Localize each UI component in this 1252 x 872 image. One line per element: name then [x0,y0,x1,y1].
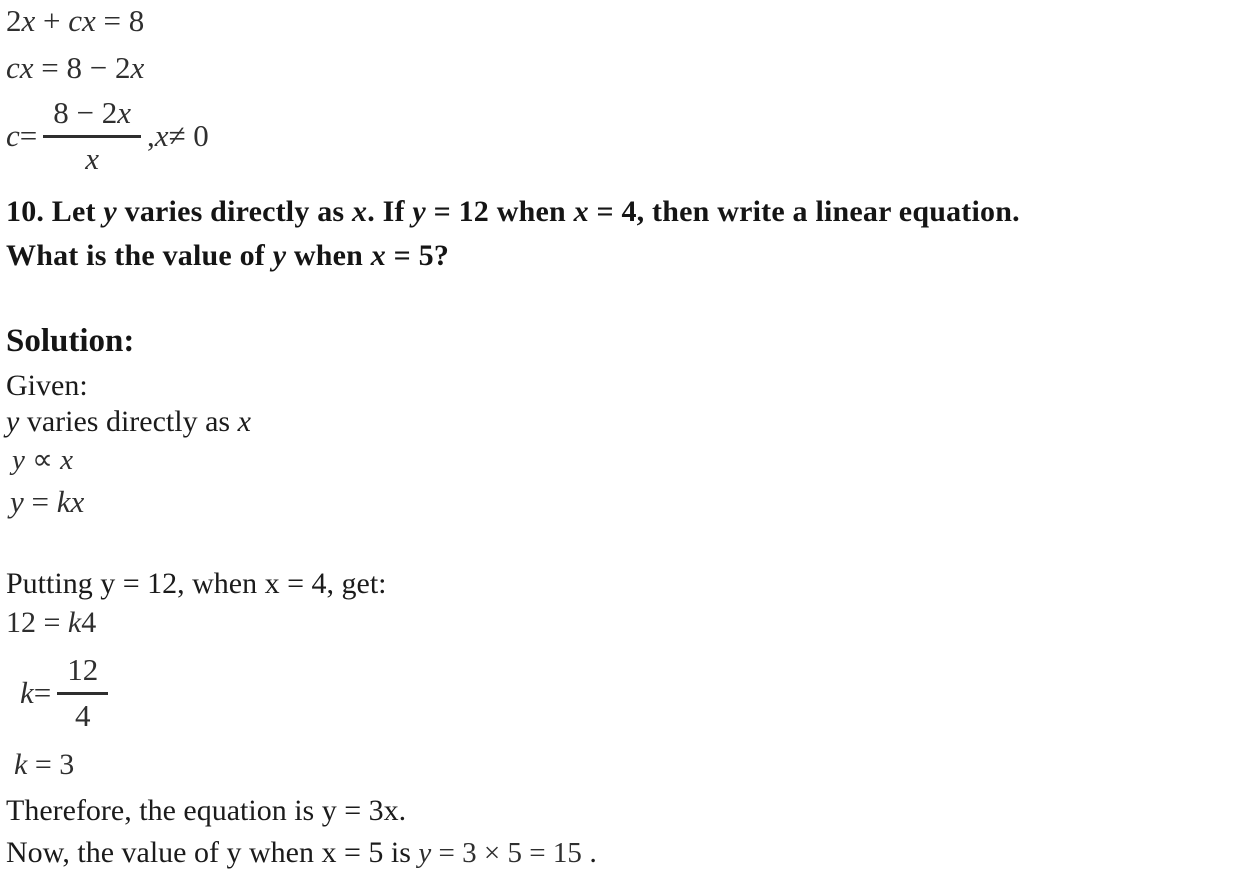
equation-c-fraction [6,93,1252,178]
question-text: = 12 when [425,195,574,228]
question-line-2 [6,234,1252,278]
math-var: x [352,195,368,228]
math-condition: ≠ 0 [168,117,209,153]
fraction-numerator: 12 [57,650,108,695]
therefore-statement: Therefore, the equation is y = 3x. [6,794,407,827]
equation-k-fraction [6,650,1252,735]
question-text: = 5? [385,239,450,272]
math-var: x [117,95,131,130]
math-var: cx [6,50,34,85]
math-var: c [6,117,20,153]
math-var: y [10,484,24,519]
math-rest: 8 − 2 [53,95,118,130]
question-line-1 [6,190,1252,234]
putting-statement: Putting y = 12, when x = 4, get: [6,567,387,600]
math-var: x [130,50,145,85]
fraction [43,93,141,178]
math-var: y [6,405,20,438]
statement-text: Now, the value of y when x = 5 is [6,836,419,869]
math-var: y [12,444,25,476]
question-text: when [286,239,371,272]
math-solution-document [0,2,1252,869]
math-number: 4 [81,606,97,639]
math-operator: + [35,3,69,38]
math-var: k [20,674,34,710]
math-var: y [272,239,287,272]
statement-text: varies directly as [19,405,238,438]
question-heading [6,190,1252,278]
proportionality-equation [6,441,1252,479]
math-operator: = [19,117,38,153]
math-var: x [237,405,251,438]
math-var: y [418,837,432,869]
substitution-equation [6,604,1252,642]
question-text: . If [367,195,413,228]
equation-cx-equals [6,49,1252,87]
proportional-to-symbol: ∝ [24,444,61,476]
math-punct: , [147,117,155,153]
solution-heading: Solution: [6,323,135,359]
math-var: x [573,195,589,228]
given-label: Given: [6,369,88,402]
math-rest: = 3 × 5 = 15 [431,837,582,869]
question-text: What is the value of [6,239,273,272]
given-statement [6,404,1252,440]
math-var: y [412,195,426,228]
fraction-denominator: x [85,141,99,176]
math-rest: = 8 − 2 [33,50,131,85]
math-operator: = [33,674,52,710]
math-var: k [67,606,82,639]
equation-2x-plus-cx [6,2,1252,40]
question-text: 10. Let [6,195,104,228]
math-var: cx [68,3,96,38]
fraction [57,650,108,735]
equation-y-equals-kx [6,482,1252,522]
statement-text: . [581,836,597,869]
math-rest: 12 = [6,606,68,639]
math-rest: = 3 [27,748,75,781]
question-text: varies directly as [116,195,353,228]
math-operator: = [23,484,57,519]
math-var: k [14,748,28,781]
math-number: 2 [6,3,22,38]
question-text: = 4, then write a linear equation. [588,195,1020,228]
final-statement [6,834,1252,872]
math-var: x [370,239,386,272]
equation-k-equals-3 [6,745,1252,785]
math-var: x [21,3,36,38]
fraction-numerator [43,93,141,138]
final-math [418,837,581,869]
math-var: kx [56,484,85,519]
math-var: y [103,195,117,228]
math-var: x [60,444,73,476]
math-var: x [154,117,169,153]
fraction-denominator: 4 [75,698,91,733]
math-rest: = 8 [95,3,145,38]
